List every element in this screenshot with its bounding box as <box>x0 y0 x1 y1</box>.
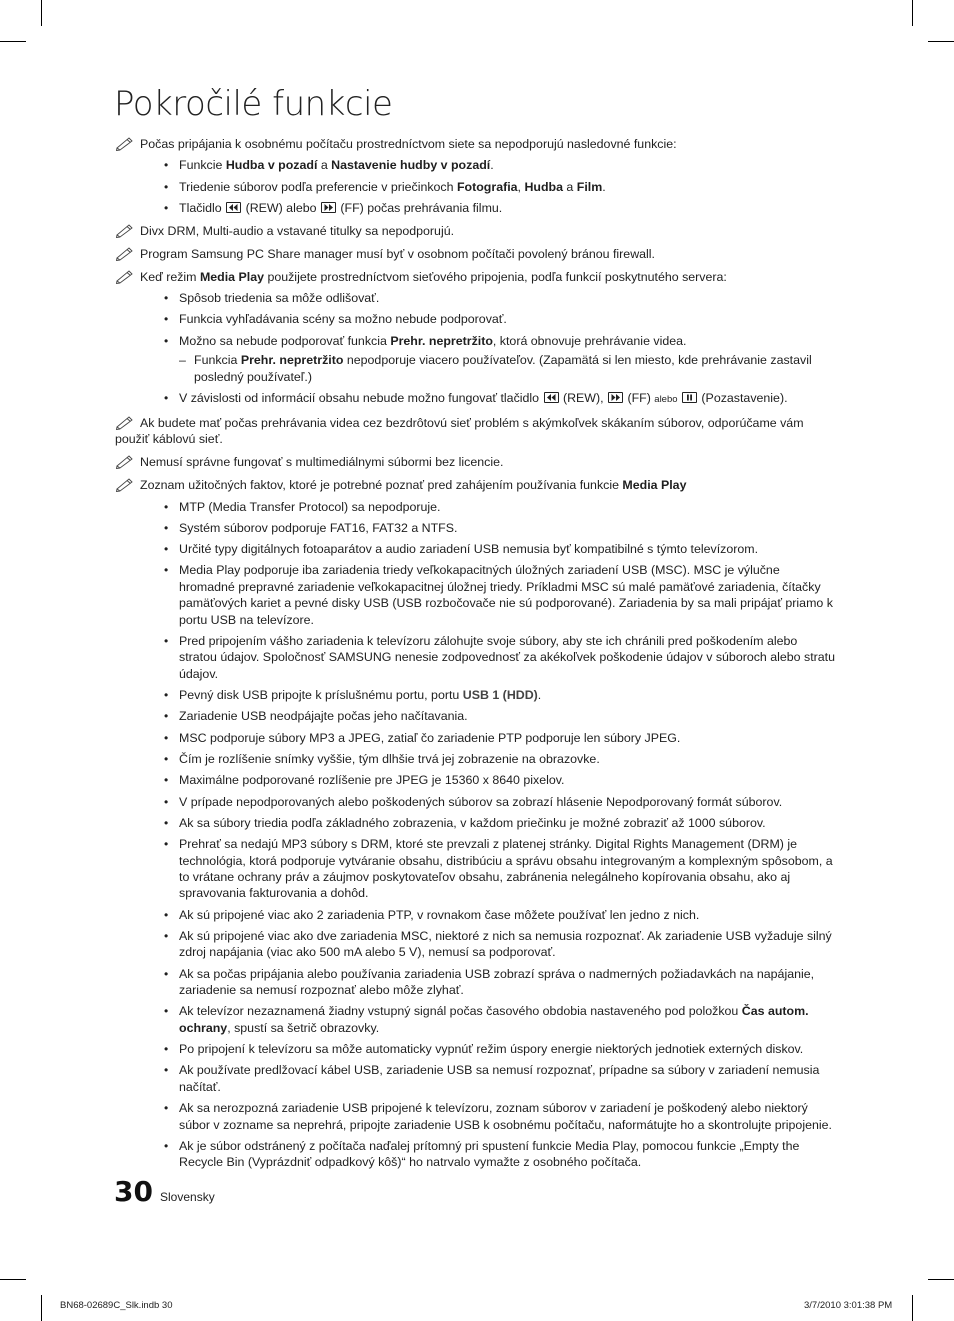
fast-forward-button-icon <box>321 202 336 213</box>
item-text: Systém súborov podporuje FAT16, FAT32 a NTFS. <box>179 520 458 535</box>
list-item: • Ak sa súbory triedia podľa základného zobrazenia, v každom priečinku je možné zobraziť až 1000 súborov. <box>164 815 766 830</box>
rewind-button-icon <box>226 202 241 213</box>
crop-mark <box>41 1295 42 1321</box>
note <box>115 136 837 216</box>
item-text: Spôsob triedenia sa môže odlišovať. <box>179 291 380 306</box>
list-item: • Prehrať sa nedajú MP3 súbory s DRM, ktoré ste prevzali z platenej stránky. Digital Rights Management (DRM) je technológia, ktorá podporuje vytváranie obsahu, distribúciu a správu obsahu integrovaným a komplexným spôsobom, a to vrátane ochrany práv a záujmov poskytovateľov obsahu, zabránenia nelegálneho kopírovania obsahu, ako aj spravovania fakturovania a dohôd. <box>164 837 833 901</box>
bullet-list <box>140 390 837 408</box>
note <box>115 269 837 408</box>
item-text: a <box>317 158 332 173</box>
note <box>115 477 837 1170</box>
crop-mark <box>41 0 42 26</box>
item-text-bold: Prehr. nepretržito <box>390 333 493 348</box>
dash-item <box>140 352 837 385</box>
item-text: nepodporuje viacero používateľov. (Zapamätá si len miesto, kde prehrávanie zastavil posledný používateľ.) <box>194 353 812 384</box>
crop-mark <box>912 1295 913 1321</box>
item-text: Možno sa nebude podporovať funkcia <box>179 333 391 348</box>
list-item: • Systém súborov podporuje FAT16, FAT32 a NTFS. <box>164 520 458 535</box>
list-item: • V závislosti od informácií obsahu nebude možno fungovať tlačidlo (REW), (FF) alebo (Pozastavenie). <box>164 390 788 405</box>
note-text: Počas pripájania k osobnému počítaču prostredníctvom siete sa nepodporujú nasledovné funkcie: <box>140 137 677 151</box>
list-item: • Ak je súbor odstránený z počítača naďalej prítomný pri spustení funkcie Media Play, pomocou funkcie „Empty the Recycle Bin (Vyprázdniť odpadkový kôš)“ ho natrvalo vymažte z osobného počítača. <box>164 1138 800 1170</box>
list-item: • Spôsob triedenia sa môže odlišovať. <box>164 291 380 306</box>
item-text: Funkcia vyhľadávania scény sa možno nebude podporovať. <box>179 312 507 327</box>
note-text: Nemusí správne fungovať s multimediálnymi súbormi bez licencie. <box>140 455 504 470</box>
item-text: (REW), <box>559 390 607 405</box>
item-text-bold: USB 1 (HDD) <box>462 688 538 703</box>
crop-mark <box>928 41 954 42</box>
list-item: • Tlačidlo (REW) alebo (FF) počas prehrávania filmu. <box>164 200 503 215</box>
note <box>115 454 837 470</box>
item-text-bold: Film <box>576 179 603 194</box>
language-label: Slovensky <box>160 1190 215 1204</box>
item-text: V prípade nepodporovaných alebo poškodených súborov sa zobrazí hlásenie Nepodporovaný formát súborov. <box>179 794 783 809</box>
note-text: použijete prostredníctvom sieťového pripojenia, podľa funkcií poskytnutého servera: <box>264 269 727 284</box>
item-text: Ak sú pripojené viac ako dve zariadenia MSC, niektoré z nich sa nemusia rozpoznať. Ak zariadenie USB vyžaduje silný zdroj napájania (viac ako 500 mA alebo 5 V), nemusí sa podporovať. <box>179 929 832 960</box>
item-text: Ak sa počas pripájania alebo používania zariadenia USB zobrazí správa o nadmerných požiadavkách na napájanie, zariadenie sa nemusí rozpoznať alebo môže zlyhať. <box>179 966 815 998</box>
note-text: Keď režim <box>140 269 200 284</box>
list-item: • Ak sú pripojené viac ako dve zariadenia MSC, niektoré z nich sa nemusia rozpoznať. Ak zariadenie USB vyžaduje silný zdroj napájania (viac ako 500 mA alebo 5 V), nemusí sa podporovať. <box>164 929 832 960</box>
note-text: Program Samsung PC Share manager musí byť v osobnom počítači povolený bránou firewall. <box>140 246 655 261</box>
list-item: • Ak sa nerozpozná zariadenie USB pripojené k televízoru, zoznam súborov v zariadení je poškodený alebo niektorý súbor v zozname sa neprehrá, pripojte zariadenie USB k osobnému počítaču, naformátujte ho a skontrolujte pripojenie. <box>164 1101 832 1132</box>
footer-date: 3/7/2010 3:01:38 PM <box>804 1300 893 1311</box>
item-text: Triedenie súborov podľa preferencie v priečinkoch <box>179 179 457 194</box>
list-item: • Pred pripojením vášho zariadenia k televízoru zálohujte svoje súbory, aby ste ich chránili pred poškodením alebo stratou údajov. Spoločnosť SAMSUNG nenesie zodpovednosť za akékoľvek poškodenie údajov v súboroch alebo stratu údajov. <box>164 634 836 681</box>
note <box>115 246 837 262</box>
list-item: • Triedenie súborov podľa preferencie v priečinkoch Fotografia, Hudba a Film. <box>164 179 606 194</box>
pencil-note-icon <box>115 222 135 238</box>
list-item: • Ak používate predlžovací kábel USB, zariadenie USB sa nemusí rozpoznať, prípadne sa súbory v zariadení nemusia načítať. <box>164 1063 820 1094</box>
note-text-bold: Media Play <box>199 269 264 284</box>
page-number: 30 <box>114 1175 153 1208</box>
item-text: (REW) alebo <box>242 200 320 215</box>
list-item: • Ak sa počas pripájania alebo používania zariadenia USB zobrazí správa o nadmerných požiadavkách na napájanie, zariadenie sa nemusí rozpoznať alebo môže zlyhať. <box>164 966 815 998</box>
item-text: Media Play podporuje iba zariadenia triedy veľkokapacitných úložných zariadení USB (MSC). MSC je výlučne hromadné prepravné zariadenie veľkokapacitnej úložnej triedy. Príkladmi MSC sú malé pamäťové zariadenia, čítačky pamäťových kariet a pevné disky USB (USB rozbočovače nie sú podporované). Zariadenia by sa mali pripájať priamo k portu USB na televízore. <box>179 563 833 627</box>
note <box>115 223 837 239</box>
pencil-note-icon <box>115 135 135 151</box>
pause-button-icon <box>682 392 697 403</box>
bullet-list <box>140 290 837 349</box>
item-text: . <box>490 158 494 173</box>
crop-mark <box>0 1279 26 1280</box>
item-text: a <box>562 179 577 194</box>
item-text: (FF) počas prehrávania filmu. <box>336 200 503 215</box>
footer-file: BN68-02689C_Slk.indb 30 <box>60 1300 173 1311</box>
item-text: V závislosti od informácií obsahu nebude možno fungovať tlačidlo <box>179 390 543 405</box>
list-item: • Zariadenie USB neodpájajte počas jeho načítavania. <box>164 709 468 724</box>
item-text-bold: Prehr. nepretržito <box>240 353 344 368</box>
list-item: • Ak televízor nezaznamená žiadny vstupný signál počas časového obdobia nastaveného pod položkou Čas autom. ochrany, spustí sa šetrič obrazovky. <box>164 1004 809 1035</box>
crop-mark <box>912 0 913 26</box>
item-text-small: alebo <box>654 393 678 405</box>
list-item: • Určité typy digitálnych fotoaparátov a audio zariadení USB nemusia byť kompatibilné s týmto televízorom. <box>164 542 759 557</box>
crop-mark <box>0 41 26 42</box>
item-text: (Pozastavenie). <box>697 390 788 405</box>
item-text: Pevný disk USB pripojte k príslušnému portu, portu <box>179 688 463 703</box>
item-text: Pred pripojením vášho zariadenia k televízoru zálohujte svoje súbory, aby ste ich chránili pred poškodením alebo stratou údajov. Spoločnosť SAMSUNG nenesie zodpovednosť za akékoľvek poškodenie údajov v súboroch alebo stratu údajov. <box>179 634 836 681</box>
list-item: • MTP (Media Transfer Protocol) sa nepodporuje. <box>164 499 441 514</box>
note-text: Ak budete mať počas prehrávania videa cez bezdrôtovú sieť problém s akýmkoľvek skákaním súborov, odporúčame vám použiť káblovú sieť. <box>115 415 804 447</box>
item-text: Ak je súbor odstránený z počítača naďalej prítomný pri spustení funkcie Media Play, pomocou funkcie „Empty the Recycle Bin (Vyprázdniť odpadkový kôš)“ ho natrvalo vymažte z osobného počítača. <box>179 1138 800 1170</box>
item-text: Čím je rozlíšenie snímky vyššie, tým dlhšie trvá jej zobrazenie na obrazovke. <box>179 752 600 766</box>
list-item: • Po pripojení k televízoru sa môže automaticky vypnúť režim úspory energie niektorých jednotiek externých diskov. <box>164 1042 804 1057</box>
note-text: Divx DRM, Multi-audio a vstavané titulky sa nepodporujú. <box>140 223 455 238</box>
item-text: Ak sa súbory triedia podľa základného zobrazenia, v každom priečinku je možné zobraziť až 1000 súborov. <box>179 815 766 830</box>
item-text: . <box>537 688 542 703</box>
list-item: • Funkcia vyhľadávania scény sa možno nebude podporovať. <box>164 312 507 327</box>
item-text-bold: Nastavenie hudby v pozadí <box>331 158 491 173</box>
item-text: . <box>602 179 606 194</box>
item-text-bold: Fotografia <box>456 179 518 194</box>
bullet-list <box>140 499 837 1171</box>
pencil-note-icon <box>115 414 135 430</box>
crop-mark <box>928 1279 954 1280</box>
item-text: Ak sa nerozpozná zariadenie USB pripojené k televízoru, zoznam súborov v zariadení je poškodený alebo niektorý súbor v zozname sa neprehrá, pripojte zariadenie USB k osobnému počítaču, naformátujte ho a skontrolujte pripojenie. <box>179 1101 832 1132</box>
item-text: , spustí sa šetrič obrazovky. <box>227 1020 380 1035</box>
list-item: • V prípade nepodporovaných alebo poškodených súborov sa zobrazí hlásenie Nepodporovaný formát súborov. <box>164 794 783 809</box>
list-item: • Media Play podporuje iba zariadenia triedy veľkokapacitných úložných zariadení USB (MSC). MSC je výlučne hromadné prepravné zariadenie veľkokapacitnej úložnej triedy. Príkladmi MSC sú malé pamäťové zariadenia, čítačky pamäťových kariet a pevné disky USB (USB rozbočovače nie sú podporované). Zariadenia by sa mali pripájať priamo k portu USB na televízore. <box>164 563 833 627</box>
item-text: Ak používate predlžovací kábel USB, zariadenie USB sa nemusí rozpoznať, prípadne sa súbory v zariadení nemusia načítať. <box>179 1063 820 1094</box>
note-text: Zoznam užitočných faktov, ktoré je potrebné poznať pred zahájením používania funkcie <box>140 478 623 493</box>
item-text: Funkcie <box>179 158 226 173</box>
item-text-bold: Čas autom. ochrany <box>179 1004 809 1035</box>
item-text: MTP (Media Transfer Protocol) sa nepodporuje. <box>179 499 441 514</box>
item-text: Tlačidlo <box>179 200 226 215</box>
item-text-bold: Hudba <box>524 179 563 194</box>
list-item: • Ak sú pripojené viac ako 2 zariadenia PTP, v rovnakom čase môžete používať len jedno z nich. <box>164 907 700 922</box>
note <box>115 415 837 448</box>
bullet-list <box>140 157 837 216</box>
item-text-bold: Hudba v pozadí <box>225 158 318 173</box>
list-item: • Možno sa nebude podporovať funkcia Prehr. nepretržito, ktorá obnovuje prehrávanie videa. <box>164 333 687 348</box>
item-text: Zariadenie USB neodpájajte počas jeho načítavania. <box>179 709 468 724</box>
list-item: • Čím je rozlíšenie snímky vyššie, tým dlhšie trvá jej zobrazenie na obrazovke. <box>164 752 600 766</box>
item-text: , <box>517 179 525 194</box>
list-item: • Funkcie Hudba v pozadí a Nastavenie hudby v pozadí. <box>164 158 494 173</box>
pencil-note-icon <box>115 268 135 284</box>
list-item: • Maximálne podporované rozlíšenie pre JPEG je 15360 x 8640 pixelov. <box>164 773 565 788</box>
rewind-button-icon <box>544 392 559 403</box>
item-text: Po pripojení k televízoru sa môže automaticky vypnúť režim úspory energie niektorých jednotiek externých diskov. <box>179 1042 804 1057</box>
item-text: Funkcia <box>194 353 241 368</box>
item-text: Ak televízor nezaznamená žiadny vstupný signál počas časového obdobia nastaveného pod položkou <box>179 1004 742 1019</box>
item-text: Maximálne podporované rozlíšenie pre JPEG je 15360 x 8640 pixelov. <box>179 773 565 788</box>
list-item: • MSC podporuje súbory MP3 a JPEG, zatiaľ čo zariadenie PTP podporuje len súbory JPEG. <box>164 730 681 745</box>
item-text: Ak sú pripojené viac ako 2 zariadenia PTP, v rovnakom čase môžete používať len jedno z nich. <box>179 907 700 922</box>
pencil-note-icon <box>115 245 135 261</box>
dash-mark: – <box>179 353 186 368</box>
content <box>115 136 837 1171</box>
item-text: Prehrať sa nedajú MP3 súbory s DRM, ktoré ste prevzali z platenej stránky. Digital Rights Management (DRM) je technológia, ktorá podporuje vytváranie obsahu, distribúciu a správu obsahu integrovaným a komplexným spôsobom, a to vrátane ochrany práv a záujmov poskytovateľov obsahu, zabránenia nelegálneho kopírovania obsahu, ako aj spravovania fakturovania a dohôd. <box>179 837 833 901</box>
note-text-bold: Media Play <box>622 478 687 493</box>
item-text: (FF) <box>624 390 655 405</box>
fast-forward-button-icon <box>608 392 623 403</box>
page-title: Pokročilé funkcie <box>114 84 393 124</box>
pencil-note-icon <box>115 453 135 469</box>
list-item: • Pevný disk USB pripojte k príslušnému portu, portu USB 1 (HDD). <box>164 688 542 703</box>
item-text: MSC podporuje súbory MP3 a JPEG, zatiaľ čo zariadenie PTP podporuje len súbory JPEG. <box>179 730 681 745</box>
pencil-note-icon <box>115 476 135 492</box>
item-text: Určité typy digitálnych fotoaparátov a audio zariadení USB nemusia byť kompatibilné s týmto televízorom. <box>179 542 759 557</box>
item-text: , ktorá obnovuje prehrávanie videa. <box>492 333 687 348</box>
